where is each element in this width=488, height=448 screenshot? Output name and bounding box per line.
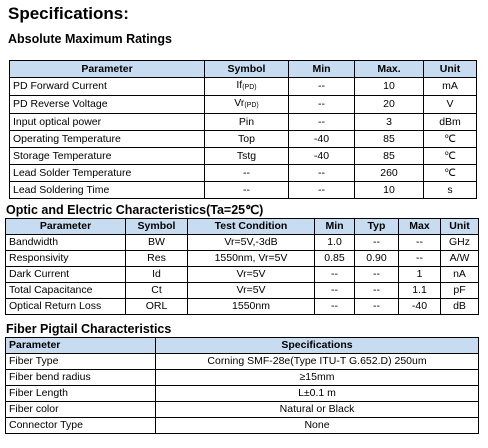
symbol-cell — [205, 182, 289, 199]
symbol-text: -- — [243, 183, 250, 196]
parameter-cell: Responsivity — [6, 251, 126, 267]
column-header: Typ — [355, 219, 399, 235]
max-cell: -- — [399, 235, 441, 251]
symbol-cell: Id — [126, 267, 188, 283]
column-header: Parameter — [6, 338, 156, 354]
max-cell: 1.1 — [399, 283, 441, 299]
unit-cell: GHz — [441, 235, 479, 251]
typ-cell: -- — [355, 299, 399, 315]
column-header: Max. — [355, 61, 424, 78]
absolute-maximum-ratings-table — [9, 60, 477, 199]
typ-cell: -- — [355, 267, 399, 283]
spec-cell: ≥15mm — [156, 370, 479, 386]
table-row — [6, 402, 479, 418]
table-row — [10, 131, 477, 148]
typ-cell: -- — [355, 283, 399, 299]
condition-cell: 1550nm — [188, 299, 315, 315]
max-cell: 10 — [355, 78, 424, 96]
page-title: Specifications: — [8, 4, 129, 23]
unit-cell: dBm — [424, 114, 477, 131]
parameter-cell: Connector Type — [6, 418, 156, 434]
table-header-row — [6, 338, 479, 354]
table-row — [6, 354, 479, 370]
spec-cell: None — [156, 418, 479, 434]
unit-cell: ℃ — [424, 148, 477, 165]
unit-cell: nA — [441, 267, 479, 283]
column-header: Parameter — [10, 61, 205, 78]
table-row — [10, 114, 477, 131]
table-row — [10, 148, 477, 165]
symbol-cell: Ct — [126, 283, 188, 299]
table-row — [6, 418, 479, 434]
table-row — [6, 370, 479, 386]
min-cell: -- — [315, 283, 355, 299]
symbol-text: If — [236, 79, 243, 91]
min-cell: -- — [289, 114, 355, 131]
spec-cell: Corning SMF-28e(Type ITU-T G.652.D) 250um — [156, 354, 479, 370]
condition-cell: Vr=5V — [188, 283, 315, 299]
unit-cell: dB — [441, 299, 479, 315]
column-header: Max — [399, 219, 441, 235]
parameter-cell: Dark Current — [6, 267, 126, 283]
table-row — [10, 182, 477, 199]
column-header: Test Condition — [188, 219, 315, 235]
symbol-cell: Res — [126, 251, 188, 267]
table-row — [6, 386, 479, 402]
unit-cell: A/W — [441, 251, 479, 267]
min-cell: -- — [315, 299, 355, 315]
parameter-cell: Optical Return Loss — [6, 299, 126, 315]
max-cell: -40 — [399, 299, 441, 315]
unit-cell: s — [424, 182, 477, 199]
unit-cell: mA — [424, 78, 477, 96]
symbol-cell — [205, 148, 289, 165]
min-cell: -- — [289, 78, 355, 96]
column-header: Min — [289, 61, 355, 78]
parameter-cell: Storage Temperature — [10, 148, 205, 165]
optic-electric-table — [5, 218, 479, 315]
min-cell: -- — [289, 96, 355, 114]
max-cell: 85 — [355, 131, 424, 148]
section-heading-fiber-pigtail: Fiber Pigtail Characteristics — [6, 322, 172, 336]
symbol-cell — [205, 165, 289, 182]
parameter-cell: Input optical power — [10, 114, 205, 131]
section-heading-optic-electric: Optic and Electric Characteristics(Ta=25℃) — [6, 203, 264, 217]
table-header-row — [6, 219, 479, 235]
column-header: Unit — [441, 219, 479, 235]
typ-cell: -- — [355, 235, 399, 251]
symbol-text: Vr — [234, 97, 245, 109]
column-header: Symbol — [126, 219, 188, 235]
fiber-pigtail-table — [5, 337, 479, 434]
min-cell: -- — [289, 165, 355, 182]
max-cell: 20 — [355, 96, 424, 114]
column-header: Symbol — [205, 61, 289, 78]
symbol-subscript: (PD) — [244, 102, 259, 109]
symbol-text: -- — [243, 166, 250, 179]
column-header: Min — [315, 219, 355, 235]
parameter-cell: Total Capacitance — [6, 283, 126, 299]
min-cell: -40 — [289, 148, 355, 165]
min-cell: -40 — [289, 131, 355, 148]
parameter-cell: PD Forward Current — [10, 78, 205, 96]
parameter-cell: Fiber color — [6, 402, 156, 418]
column-header: Specifications — [156, 338, 479, 354]
max-cell: 10 — [355, 182, 424, 199]
condition-cell: Vr=5V,-3dB — [188, 235, 315, 251]
table-row — [6, 299, 479, 315]
parameter-cell: Fiber Length — [6, 386, 156, 402]
unit-cell: V — [424, 96, 477, 114]
parameter-cell: PD Reverse Voltage — [10, 96, 205, 114]
section-heading-absolute-maximum-ratings: Absolute Maximum Ratings — [8, 32, 172, 46]
parameter-cell: Bandwidth — [6, 235, 126, 251]
unit-cell: pF — [441, 283, 479, 299]
max-cell: -- — [399, 251, 441, 267]
min-cell: -- — [289, 182, 355, 199]
parameter-cell: Fiber bend radius — [6, 370, 156, 386]
condition-cell: Vr=5V — [188, 267, 315, 283]
parameter-cell: Operating Temperature — [10, 131, 205, 148]
table-row — [6, 235, 479, 251]
table-header-row — [10, 61, 477, 78]
symbol-text: Top — [238, 132, 255, 145]
symbol-text: Pin — [238, 115, 255, 128]
table-row — [10, 165, 477, 182]
table-row — [6, 251, 479, 267]
symbol-text: Tstg — [236, 149, 257, 162]
symbol-cell: ORL — [126, 299, 188, 315]
column-header: Unit — [424, 61, 477, 78]
spec-cell: Natural or Black — [156, 402, 479, 418]
symbol-cell — [205, 131, 289, 148]
parameter-cell: Lead Solder Temperature — [10, 165, 205, 182]
condition-cell: 1550nm, Vr=5V — [188, 251, 315, 267]
table-row — [6, 283, 479, 299]
table-row — [10, 78, 477, 96]
typ-cell: 0.90 — [355, 251, 399, 267]
spec-cell: L±0.1 m — [156, 386, 479, 402]
min-cell: 1.0 — [315, 235, 355, 251]
table-row — [6, 267, 479, 283]
symbol-cell — [205, 96, 289, 114]
symbol-subscript: (PD) — [242, 84, 257, 91]
max-cell: 260 — [355, 165, 424, 182]
symbol-cell — [205, 114, 289, 131]
min-cell: -- — [315, 267, 355, 283]
symbol-cell — [205, 78, 289, 96]
max-cell: 85 — [355, 148, 424, 165]
unit-cell: ℃ — [424, 131, 477, 148]
parameter-cell: Lead Soldering Time — [10, 182, 205, 199]
min-cell: 0.85 — [315, 251, 355, 267]
symbol-cell: BW — [126, 235, 188, 251]
max-cell: 3 — [355, 114, 424, 131]
table-row — [10, 96, 477, 114]
max-cell: 1 — [399, 267, 441, 283]
column-header: Parameter — [6, 219, 126, 235]
unit-cell: ℃ — [424, 165, 477, 182]
parameter-cell: Fiber Type — [6, 354, 156, 370]
